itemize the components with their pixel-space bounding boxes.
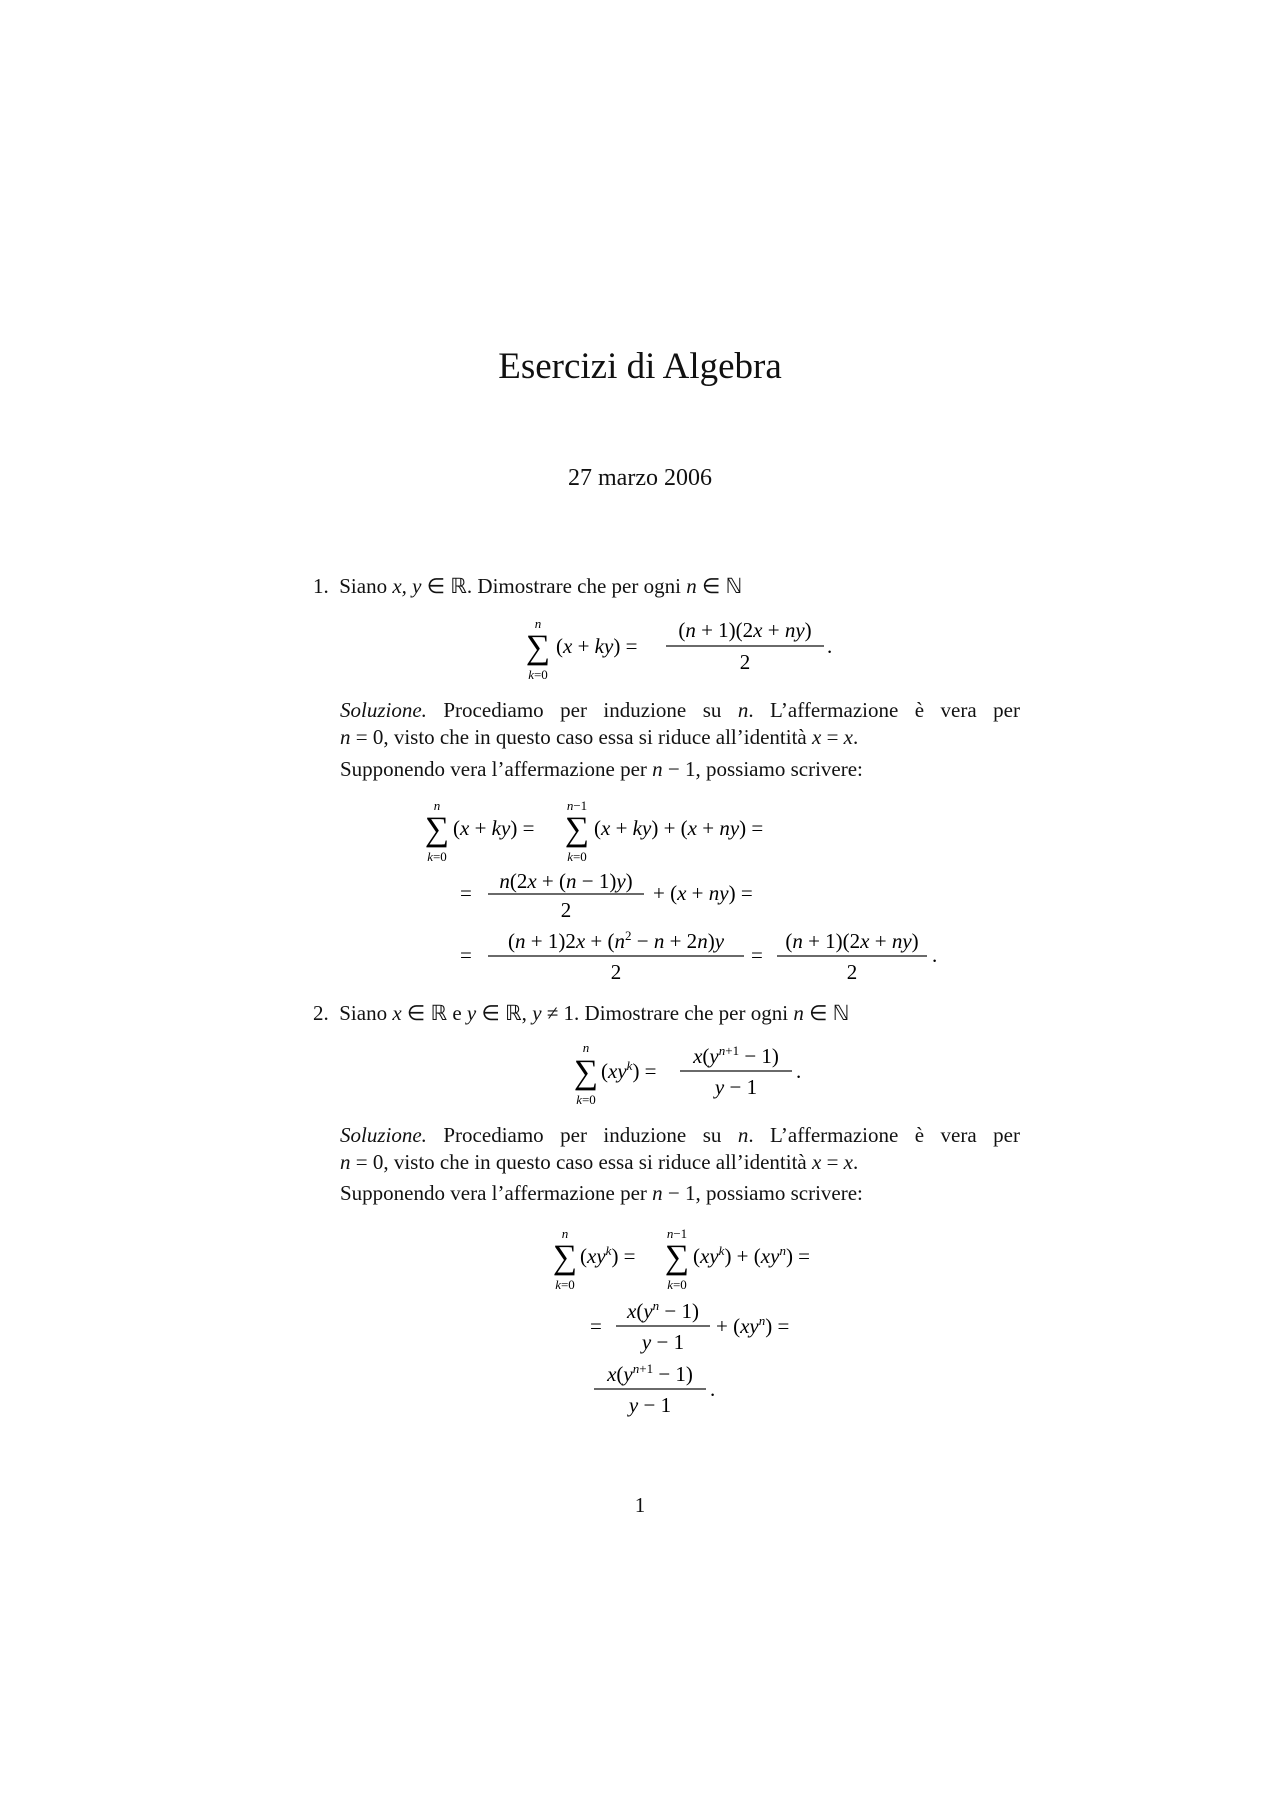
svg-text:x(yn+1 − 1): $x(y^{n+1} - 1)$ (607, 1361, 693, 1386)
exercise-2-statement: 2. Siano x ∈ ℝ e y ∈ ℝ, y ≠ 1. Dimostrare che per ogni n ∈ ℕ (313, 1001, 850, 1025)
svg-text:(n + 1)(2x + ny): (n + 1)(2x + ny) (785, 929, 919, 953)
svg-text:∑: ∑ (573, 1054, 599, 1091)
svg-text:x(yn+1 − 1): $x(y^{n+1} - 1)$ (693, 1043, 779, 1068)
svg-text:y − 1: y − 1 (628, 1393, 672, 1417)
svg-text:.: . (932, 943, 938, 967)
svg-text:+ (x + ny) =: + (x + ny) = (653, 881, 753, 905)
svg-text:+ (xyn) =: + $(xy^n)$ = (716, 1313, 790, 1338)
svg-text:n−1: n−1 (666, 1226, 688, 1241)
svg-text:2: 2 (739, 650, 751, 674)
svg-text:n: n (534, 616, 542, 631)
svg-text:=: = (590, 1314, 602, 1338)
exercise-2-induction-intro: Supponendo vera l’affermazione per n − 1, possiamo scrivere: (340, 1181, 863, 1205)
svg-text:(xyk) =: $(xy^k)$ = (580, 1243, 636, 1268)
svg-text:(xyk) + (xyn) =: $(xy^k) + (xy^n)$ = (693, 1243, 811, 1268)
document-title: Esercizi di Algebra (498, 346, 782, 387)
svg-text:k=0: k=0 (667, 1277, 687, 1292)
svg-text:∑: ∑ (664, 1239, 690, 1276)
exercise-2-solution-line1: Soluzione. Procediamo per induzione su n. L’affermazione è vera per (340, 1123, 1020, 1147)
svg-text:n: n (582, 1040, 590, 1055)
svg-text:y − 1: y − 1 (714, 1075, 758, 1099)
svg-text:(xyk) =: $(xy^k)$ = (601, 1058, 657, 1083)
svg-text:n: n (433, 798, 441, 813)
svg-text:(n + 1)(2x + ny): (n + 1)(2x + ny) (678, 618, 812, 642)
exercise-2-solution-line2: n = 0, visto che in questo caso essa si riduce all’identità x = x. (340, 1150, 859, 1174)
svg-text:.: . (827, 634, 833, 658)
svg-text:2: 2 (846, 960, 858, 984)
svg-text:(x + ky) + (x + ny) =: (x + ky) + (x + ny) = (594, 816, 764, 840)
svg-text:.: . (796, 1059, 802, 1083)
svg-text:=: = (460, 943, 472, 967)
svg-text:k=0: k=0 (427, 849, 447, 864)
svg-text:∑: ∑ (525, 629, 551, 666)
svg-text:=: = (460, 881, 472, 905)
svg-text:.: . (710, 1377, 716, 1401)
svg-text:n(2x + (n − 1)y): n(2x + (n − 1)y) (499, 869, 633, 893)
exercise-1-statement: 1. Siano x, y ∈ ℝ. Dimostrare che per ogni n ∈ ℕ (313, 574, 743, 598)
svg-text:k=0: k=0 (528, 667, 548, 682)
svg-text:y − 1: y − 1 (641, 1330, 685, 1354)
svg-text:x(yn − 1): $x(y^n - 1)$ (627, 1298, 699, 1323)
svg-text:k=0: k=0 (576, 1092, 596, 1107)
exercise-1-solution-line2: n = 0, visto che in questo caso essa si riduce all’identità x = x. (340, 725, 859, 749)
svg-text:2: 2 (560, 898, 572, 922)
svg-text:(n + 1)2x + (n2 − n + 2n)y: $(n + 1)2x + (n^2 - n + 2n)y$ (507, 928, 725, 953)
document-date: 27 marzo 2006 (568, 465, 712, 491)
svg-text:∑: ∑ (552, 1239, 578, 1276)
svg-text:(x + ky) =: (x + ky) = (556, 634, 638, 658)
page-number: 1 (634, 1493, 646, 1517)
exercise-1-induction-intro: Supponendo vera l’affermazione per n − 1, possiamo scrivere: (340, 757, 863, 781)
svg-text:k=0: k=0 (555, 1277, 575, 1292)
svg-text:n: n (561, 1226, 569, 1241)
svg-text:∑: ∑ (424, 811, 450, 848)
svg-text:∑: ∑ (564, 811, 590, 848)
svg-text:(x + ky) =: (x + ky) = (453, 816, 535, 840)
svg-text:2: 2 (610, 960, 622, 984)
svg-text:k=0: k=0 (567, 849, 587, 864)
svg-text:=: = (751, 943, 763, 967)
exercise-1-solution-line1: Soluzione. Procediamo per induzione su n. L’affermazione è vera per (340, 698, 1020, 722)
svg-text:n−1: n−1 (566, 798, 588, 813)
